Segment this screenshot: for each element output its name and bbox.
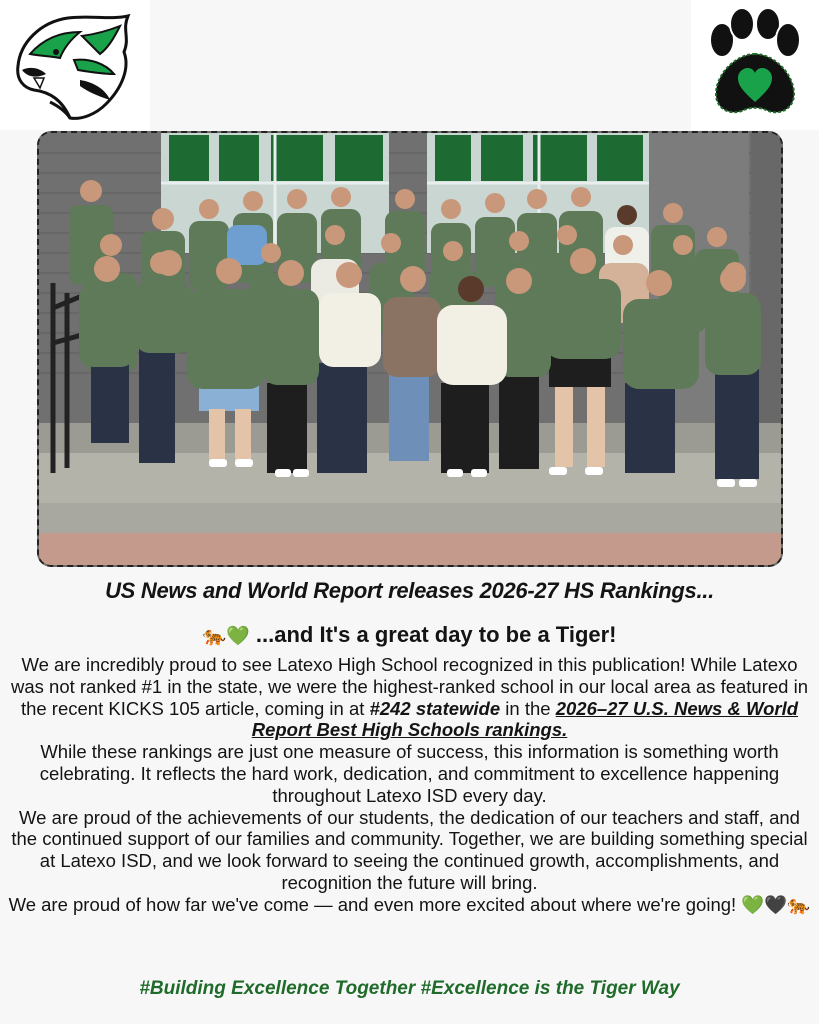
paragraph-success: While these rankings are just one measure of success, this information is something worth celebrating. It reflects the hard work, dedication, and commitment to excellence happening throughout Latexo ISD every day. (39, 741, 780, 806)
paw-logo (691, 0, 819, 130)
staff-group-photo (37, 131, 783, 567)
tiger-heart-emoji: 🐅💚 (202, 626, 250, 647)
paragraph-closing: We are proud of how far we've come — and even more excited about where we're going! 💚🖤🐅 (8, 893, 811, 915)
article-body (8, 654, 811, 916)
paw-heart-icon (696, 6, 814, 124)
heart-tiger-emoji: 💚🖤🐅 (741, 893, 811, 915)
subheadline-text: ...and It's a great day to be a Tiger! (249, 622, 617, 647)
hashtags[interactable]: #Building Excellence Together #Excellence is the Tiger Way (139, 978, 680, 999)
paragraph-ranking: We are incredibly proud to see Latexo High School recognized in this publication! While Latexo was not ranked #1 in the state, we were the highest-ranked school in our local area as featured in the recent KICKS 105 article, coming in at #242 statewide in the 2026–27 U.S. News & World Report Best High Schools rankings. (11, 654, 808, 741)
tiger-logo (0, 0, 150, 130)
rank-highlight: #242 statewide (369, 697, 501, 719)
publication-link[interactable]: 2026–27 U.S. News & World Report Best High Schools rankings. (251, 697, 799, 741)
paragraph-pride: We are proud of the achievements of our students, the dedication of our teachers and staff, and the continued support of our families and community. Together, we are building something special at Latexo ISD, and we look forward to seeing the continued growth, accomplishments, and recognition the future will bring. (11, 806, 808, 893)
tiger-head-icon (10, 8, 140, 123)
subheadline (0, 622, 819, 648)
headline: US News and World Report releases 2026-27 HS Rankings... (105, 578, 714, 603)
